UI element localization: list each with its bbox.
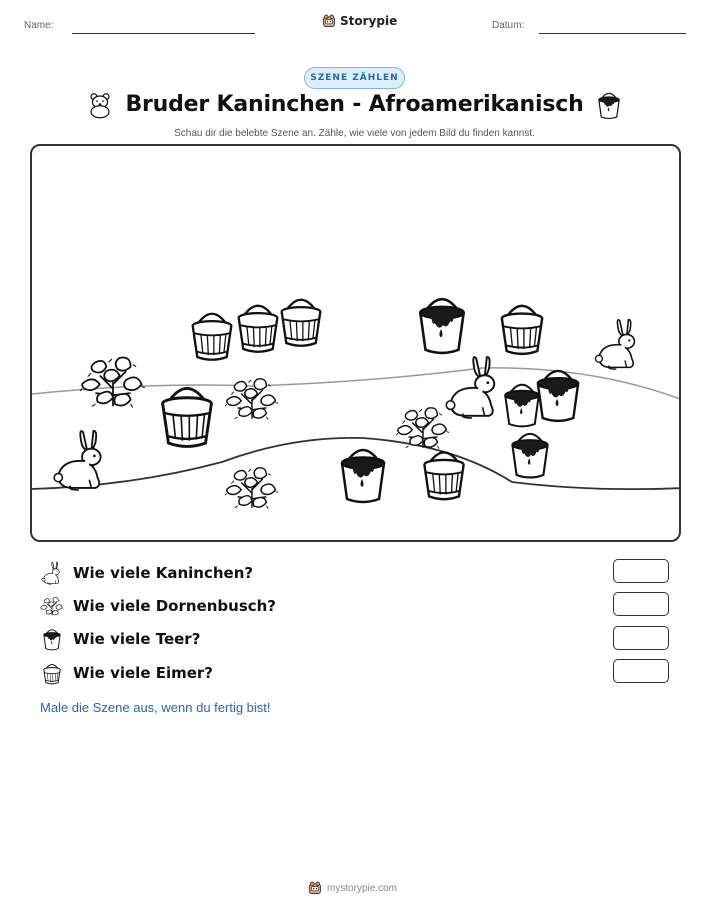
tar-bucket-icon <box>509 428 551 480</box>
rabbit-icon <box>40 561 64 585</box>
question-rabbits <box>40 561 253 585</box>
tar-bucket-icon <box>416 292 468 356</box>
tar-bucket-icon <box>534 364 582 424</box>
name-label: Name: <box>24 20 54 31</box>
brand <box>322 14 397 28</box>
tar-bucket-icon <box>40 627 64 651</box>
tar-bucket-icon <box>596 90 622 120</box>
bucket-icon <box>420 444 468 502</box>
question-text: Wie viele Eimer? <box>73 664 214 682</box>
answer-box-tar[interactable] <box>613 626 669 650</box>
question-buckets <box>40 661 213 685</box>
storypie-logo-icon <box>322 14 336 28</box>
page-subtitle: Schau dir die belebte Szene an. Zähle, wie viele von jedem Bild du finden kannst. <box>174 128 535 139</box>
brand-name: Storypie <box>340 14 398 28</box>
storypie-logo-icon <box>308 881 322 895</box>
scene-picture <box>30 144 681 542</box>
rabbit-icon <box>50 424 112 496</box>
bucket-icon <box>189 304 235 364</box>
date-line[interactable] <box>539 33 686 34</box>
question-text: Wie viele Kaninchen? <box>73 564 254 582</box>
rabbit-icon <box>442 352 506 422</box>
tar-bucket-icon <box>338 443 388 505</box>
question-tar <box>40 627 200 651</box>
date-label: Datum: <box>492 20 525 31</box>
rabbit-icon <box>592 316 644 372</box>
answer-box-rabbits[interactable] <box>613 559 669 583</box>
answer-box-buckets[interactable] <box>613 659 669 683</box>
site-footer <box>308 881 397 895</box>
thornbush-icon <box>225 460 279 514</box>
thornbush-icon <box>40 594 64 618</box>
question-text: Wie viele Teer? <box>73 630 201 648</box>
bucket-icon <box>498 296 546 358</box>
thornbush-icon <box>80 351 146 411</box>
question-text: Wie viele Dornenbusch? <box>73 597 277 615</box>
page-title: Bruder Kaninchen - Afroamerikanisch <box>125 92 584 117</box>
coloring-note: Male die Szene aus, wenn du fertig bist! <box>40 700 271 715</box>
bucket-icon <box>235 296 281 356</box>
thornbush-icon <box>225 371 279 425</box>
bucket-icon <box>40 661 64 685</box>
bucket-icon <box>158 377 216 451</box>
badge: SZENE ZÄHLEN <box>304 67 405 89</box>
answer-box-thornbush[interactable] <box>613 592 669 616</box>
name-line[interactable] <box>72 33 255 34</box>
question-thornbush <box>40 594 276 618</box>
site-url: mystorypie.com <box>327 882 398 894</box>
bucket-icon <box>278 290 324 350</box>
